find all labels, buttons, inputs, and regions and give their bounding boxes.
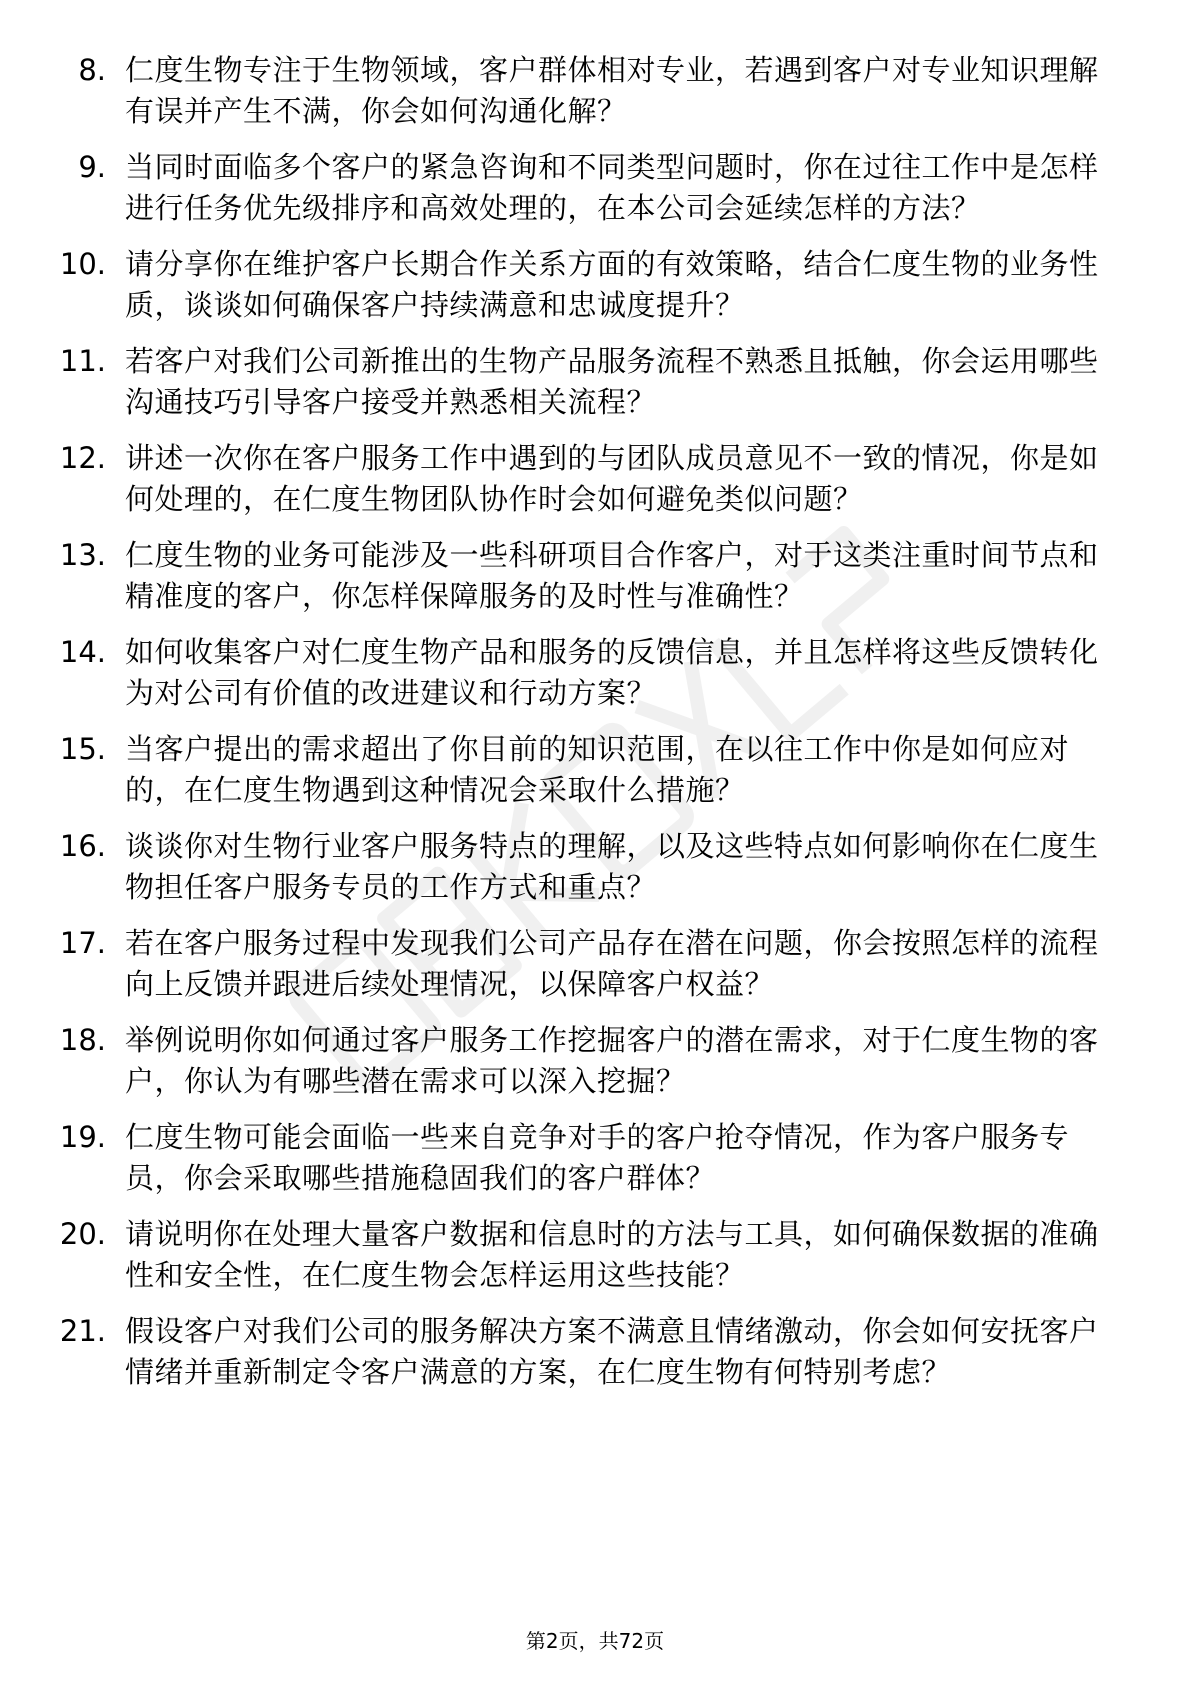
question-item	[0, 341, 1190, 423]
question-item	[0, 1214, 1190, 1296]
question-list	[0, 50, 1190, 1408]
question-text: 请说明你在处理大量客户数据和信息时的方法与工具，如何确保数据的准确性和安全性，在仁度生物会怎样运用这些技能？	[125, 1217, 1099, 1292]
question-number: 14.	[59, 635, 106, 669]
question-number: 15.	[59, 732, 106, 766]
question-text: 仁度生物的业务可能涉及一些科研项目合作客户，对于这类注重时间节点和精准度的客户，你怎样保障服务的及时性与准确性？	[125, 538, 1099, 613]
question-item	[0, 244, 1190, 326]
question-text: 举例说明你如何通过客户服务工作挖掘客户的潜在需求，对于仁度生物的客户，你认为有哪些潜在需求可以深入挖掘？	[125, 1023, 1099, 1098]
question-number: 12.	[59, 441, 106, 475]
question-number: 21.	[59, 1314, 106, 1348]
question-number: 11.	[59, 344, 106, 378]
question-item	[0, 1311, 1190, 1393]
page-number-label: 第2页，共72页	[525, 1629, 665, 1653]
question-item	[0, 438, 1190, 520]
question-item	[0, 729, 1190, 811]
question-number: 9.	[78, 150, 106, 184]
question-number: 17.	[59, 926, 106, 960]
question-text: 仁度生物可能会面临一些来自竞争对手的客户抢夺情况，作为客户服务专员，你会采取哪些措施稳固我们的客户群体？	[125, 1120, 1070, 1195]
question-text: 仁度生物专注于生物领域，客户群体相对专业，若遇到客户对专业知识理解有误并产生不满，你会如何沟通化解？	[125, 53, 1099, 128]
question-number: 10.	[59, 247, 106, 281]
question-text: 请分享你在维护客户长期合作关系方面的有效策略，结合仁度生物的业务性质，谈谈如何确保客户持续满意和忠诚度提升？	[125, 247, 1099, 322]
question-text: 如何收集客户对仁度生物产品和服务的反馈信息，并且怎样将这些反馈转化为对公司有价值的改进建议和行动方案？	[125, 635, 1099, 710]
question-item	[0, 50, 1190, 132]
question-number: 20.	[59, 1217, 106, 1251]
question-item	[0, 147, 1190, 229]
question-item	[0, 1020, 1190, 1102]
question-text: 若在客户服务过程中发现我们公司产品存在潜在问题，你会按照怎样的流程向上反馈并跟进后续处理情况，以保障客户权益？	[125, 926, 1099, 1001]
question-text: 若客户对我们公司新推出的生物产品服务流程不熟悉且抵触，你会运用哪些沟通技巧引导客户接受并熟悉相关流程？	[125, 344, 1099, 419]
question-number: 19.	[59, 1120, 106, 1154]
question-text: 谈谈你对生物行业客户服务特点的理解，以及这些特点如何影响你在仁度生物担任客户服务专员的工作方式和重点？	[125, 829, 1099, 904]
question-text: 当同时面临多个客户的紧急咨询和不同类型问题时，你在过往工作中是怎样进行任务优先级排序和高效处理的，在本公司会延续怎样的方法？	[125, 150, 1099, 225]
question-item	[0, 826, 1190, 908]
question-text: 讲述一次你在客户服务工作中遇到的与团队成员意见不一致的情况，你是如何处理的，在仁度生物团队协作时会如何避免类似问题？	[125, 441, 1099, 516]
question-item	[0, 1117, 1190, 1199]
page-footer	[0, 1628, 1190, 1654]
question-text: 当客户提出的需求超出了你目前的知识范围，在以往工作中你是如何应对的，在仁度生物遇到这种情况会采取什么措施？	[125, 732, 1070, 807]
question-item	[0, 535, 1190, 617]
question-number: 8.	[78, 53, 106, 87]
question-number: 16.	[59, 829, 106, 863]
question-item	[0, 632, 1190, 714]
question-number: 13.	[59, 538, 106, 572]
question-item	[0, 923, 1190, 1005]
question-number: 18.	[59, 1023, 106, 1057]
question-text: 假设客户对我们公司的服务解决方案不满意且情绪激动，你会如何安抚客户情绪并重新制定令客户满意的方案，在仁度生物有何特别考虑？	[125, 1314, 1099, 1389]
